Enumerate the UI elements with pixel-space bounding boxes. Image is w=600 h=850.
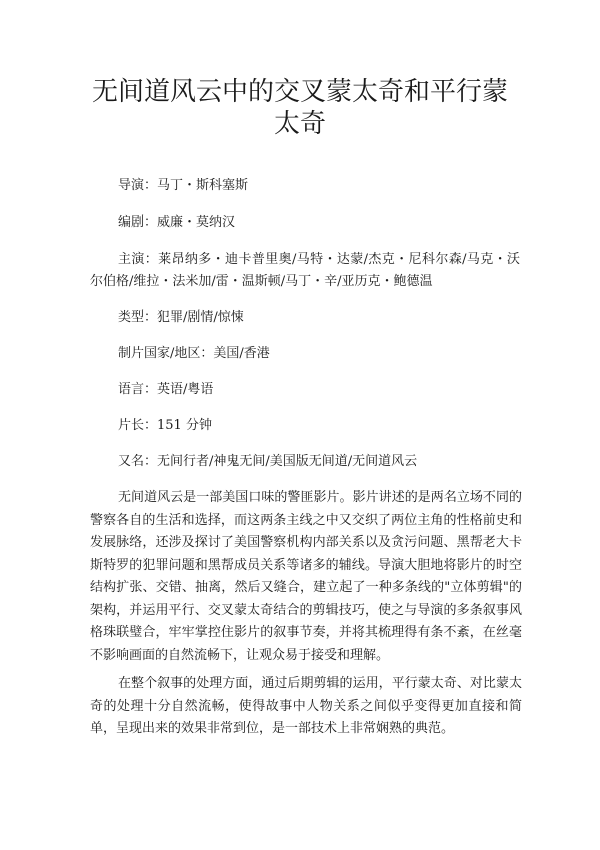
document-title: 无间道风云中的交叉蒙太奇和平行蒙太奇 <box>91 77 508 139</box>
aka-line: 又名：无间行者/神鬼无间/美国版无间道/无间道风云 <box>118 454 418 469</box>
body-paragraph-2: 在整个叙事的处理方面，通过后期剪辑的运用，平行蒙太奇、对比蒙太奇的处理十分自然流畅，使得故事中人物关系之间似乎变得更加直接和简单，呈现出来的效果非常到位，是一部技术上非常娴熟的典范。 <box>90 676 522 736</box>
body-paragraph-1: 无间道风云是一部美国口味的警匪影片。影片讲述的是两名立场不同的警察各自的生活和选择，而这两条主线之中又交织了两位主角的性格前史和发展脉络，还涉及探讨了美国警察机构内部关系以及贪污问题、黑帮老大卡斯特罗的犯罪问题和黑帮成员关系等诸多的辅线。导演大胆地将影片的时空结构扩张、交错、抽离，然后又缝合，建立起了一种多条线的"立体剪辑"的架构，并运用平行、交叉蒙太奇结合的剪辑技巧，使之与导演的多条叙事风格珠联璧合，牢牢掌控住影片的叙事节奏，并将其梳理得有条不紊，在丝毫不影响画面的自然流畅下，让观众易于接受和理解。 <box>90 490 522 663</box>
runtime-line: 片长：151 分钟 <box>118 418 212 433</box>
country-line: 制片国家/地区：美国/香港 <box>118 346 270 361</box>
cast-line: 主演：莱昂纳多・迪卡普里奥/马特・达蒙/杰克・尼科尔森/马克・沃尔伯格/维拉・法米加/雷・温斯顿/马丁・辛/亚历克・鲍德温 <box>90 252 520 289</box>
language-line: 语言：英语/粤语 <box>118 382 214 397</box>
writer-line: 编剧：威廉・莫纳汉 <box>118 215 236 230</box>
genre-line: 类型：犯罪/剧情/惊悚 <box>118 310 244 325</box>
director-line: 导演：马丁・斯科塞斯 <box>118 178 249 193</box>
